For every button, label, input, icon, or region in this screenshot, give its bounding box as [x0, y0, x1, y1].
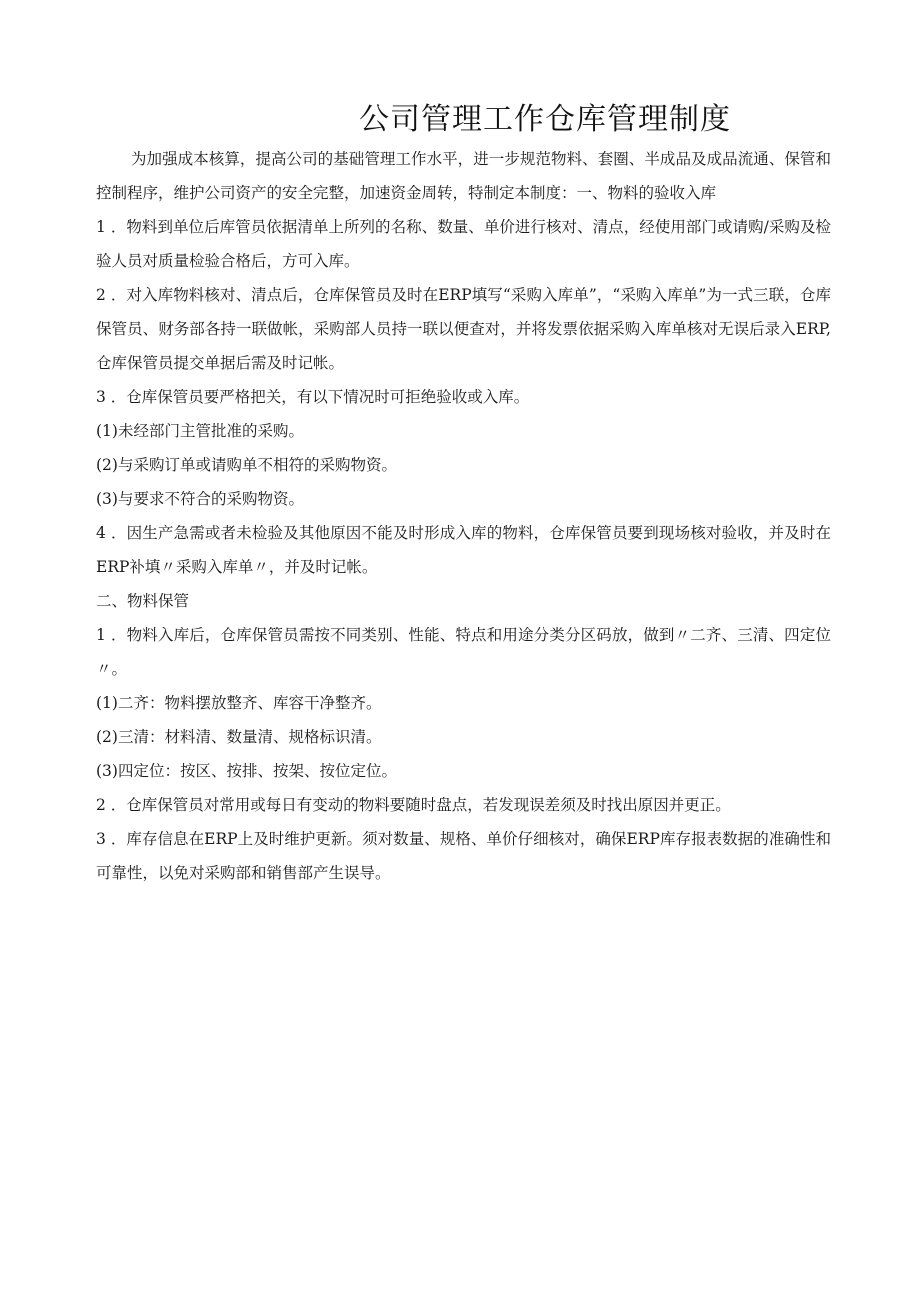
paragraph-storage-1: 1 ．物料入库后，仓库保管员需按不同类别、性能、特点和用途分类分区码放，做到〃二齐、三清、四定位〃。	[96, 626, 831, 678]
document-title: 公司管理工作仓库管理制度	[359, 102, 731, 137]
paragraph-storage-2: 2 ．仓库保管员对常用或每日有变动的物料要随时盘点，若发现误差须及时找出原因并更正。	[96, 796, 731, 814]
paragraph-storage-sub-1: (1)二齐：物料摆放整齐、库容干净整齐。	[96, 694, 382, 712]
paragraph-receiving-3: 3 ．仓库保管员要严格把关，有以下情况时可拒绝验收或入库。	[96, 388, 530, 406]
paragraph-receiving-2: 2 ．对入库物料核对、清点后，仓库保管员及时在ERP填写“采购入库单”，“采购入库单”为一式三联，仓库保管员、财务部各持一联做帐，采购部人员持一联以便查对，并将发票依据采购入库单核对无误后录入ERP,仓库保管员提交单据后需及时记帐。	[96, 286, 831, 372]
intro-paragraph: 为加强成本核算，提高公司的基础管理工作水平，进一步规范物料、套圈、半成品及成品流通、保管和控制程序，维护公司资产的安全完整，加速资金周转，特制定本制度：一、物料的验收入库	[96, 150, 831, 202]
paragraph-storage-sub-3: (3)四定位：按区、按排、按架、按位定位。	[96, 762, 397, 780]
paragraph-receiving-1: 1 ．物料到单位后库管员依据清单上所列的名称、数量、单价进行核对、清点，经使用部门或请购/采购及检验人员对质量检验合格后，方可入库。	[96, 218, 831, 270]
section-heading-storage: 二、物料保管	[96, 592, 190, 610]
paragraph-storage-3: 3 ．库存信息在ERP上及时维护更新。须对数量、规格、单价仔细核对，确保ERP库存报表数据的准确性和可靠性，以免对采购部和销售部产生误导。	[96, 830, 831, 882]
document-body	[96, 142, 831, 890]
paragraph-receiving-4: 4 ．因生产急需或者未检验及其他原因不能及时形成入库的物料，仓库保管员要到现场核对验收，并及时在ERP补填〃采购入库单〃，并及时记帐。	[96, 524, 831, 576]
paragraph-storage-sub-2: (2)三清：材料清、数量清、规格标识清。	[96, 728, 382, 746]
paragraph-reject-2: (2)与采购订单或请购单不相符的采购物资。	[96, 456, 397, 474]
paragraph-reject-1: (1)未经部门主管批准的采购。	[96, 422, 304, 440]
paragraph-reject-3: (3)与要求不符合的采购物资。	[96, 490, 304, 508]
